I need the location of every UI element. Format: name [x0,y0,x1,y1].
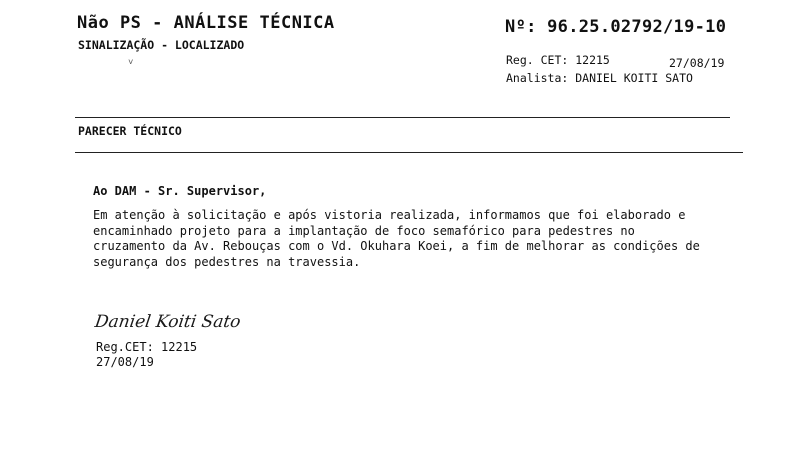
header-date: 27/08/19 [669,56,725,70]
handwritten-signature: Daniel Koiti Sato [93,312,242,332]
stray-mark: ˅ [128,58,134,68]
signature-date: 27/08/19 [96,355,154,369]
registration-number: Reg. CET: 12215 [506,53,610,67]
letter-line: segurança dos pedestres na travessia. [93,254,361,269]
document-title: Não PS - ANÁLISE TÉCNICA [77,13,335,33]
letter-line: Em atenção à solicitação e após vistoria realizada, informamos que foi elaborado e [93,208,686,222]
process-number: Nº: 96.25.02792/19-10 [505,17,727,37]
signature-reg: Reg.CET: 12215 [96,340,198,354]
letter-line: encaminhado projeto para a implantação de foco semafórico para pedestres no [93,223,635,238]
letter-body [93,208,753,270]
section-title: PARECER TÉCNICO [78,124,182,138]
letter-greeting: Ao DAM - Sr. Supervisor, [93,184,267,198]
top-divider [75,117,730,118]
document-subtitle: SINALIZAÇÃO - LOCALIZADO [78,38,245,52]
bottom-divider [75,152,743,153]
letter-line: cruzamento da Av. Rebouças com o Vd. Okuhara Koei, a fim de melhorar as condições de [93,239,700,253]
analyst-name: Analista: DANIEL KOITI SATO [506,71,693,85]
signature-block [96,340,197,370]
